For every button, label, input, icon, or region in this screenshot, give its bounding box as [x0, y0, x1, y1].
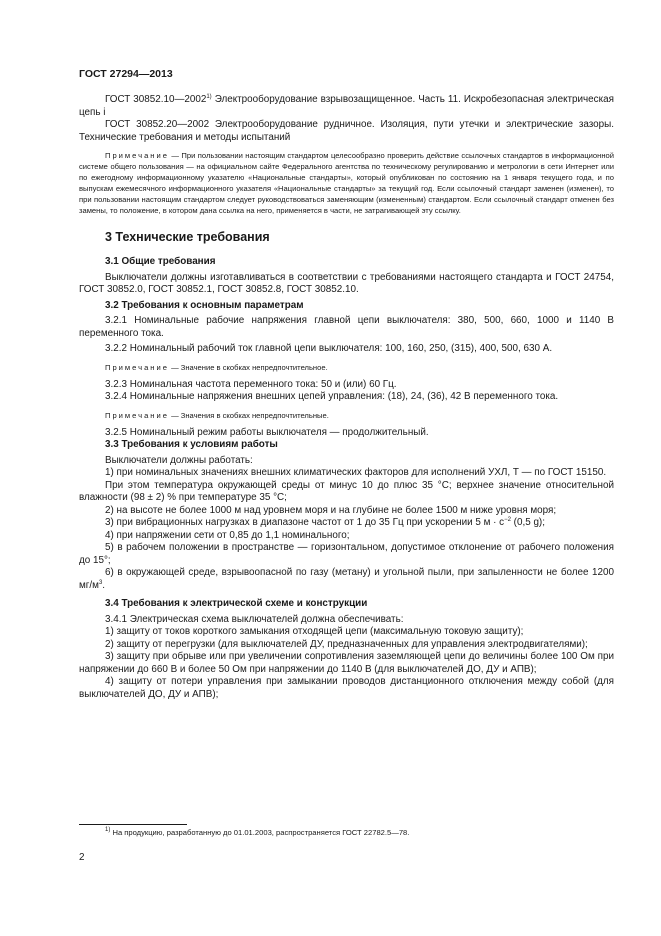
ref-code: ГОСТ 30852.10—2002: [105, 94, 207, 105]
note-text: — Значения в скобках непредпочтительные.: [168, 410, 329, 420]
paragraph: Выключатели должны работать:: [105, 454, 253, 466]
section-heading: 3 Технические требования: [105, 230, 270, 244]
note: [79, 150, 614, 216]
note-text: — Значение в скобках непредпочтительное.: [168, 362, 328, 372]
superscript: 3: [98, 579, 103, 586]
item-text: 6) в окружающей среде, взрывоопасной по газу (метану) и угольной пыли, при запыленности не более 1200 мг/м: [79, 567, 614, 591]
subsection-heading: 3.2 Требования к основным параметрам: [105, 299, 304, 311]
footnote-text: На продукцию, разработанную до 01.01.2003, распространяется ГОСТ 22782.5—78.: [110, 828, 410, 837]
note: [79, 362, 614, 373]
footnote-marker: 1): [105, 827, 111, 833]
item-text: 3) при вибрационных нагрузках в диапазоне частот от 1 до 35 Гц при ускорении 5 м · с: [105, 517, 505, 528]
ref-title: Электрооборудование взрывозащищенное. Часть 11. Искробезопасная электрическая цепь i: [79, 94, 614, 118]
subsection-heading: 3.4 Требования к электрической схеме и конструкции: [105, 598, 368, 609]
list-item: [79, 517, 614, 530]
list-item: [79, 567, 614, 592]
item-text: .: [102, 579, 106, 591]
document-body: [79, 94, 614, 701]
footnote-marker: 1): [206, 94, 212, 100]
subsection-heading: 3.3 Требования к условиям работы: [105, 439, 278, 450]
page-number: 2: [79, 852, 85, 863]
list-item: 1) при номинальных значениях внешних климатических факторов для исполнений УХЛ, Т — по ГОСТ 15150.: [105, 467, 607, 478]
list-item: 4) при напряжении сети от 0,85 до 1,1 номинального;: [105, 529, 350, 541]
footnote: [105, 828, 409, 837]
list-item: 5) в рабочем положении в пространстве — горизонтальном, допустимое отклонение от рабочего положения до 15°;: [79, 542, 614, 566]
note: [79, 410, 614, 421]
paragraph: 3.2.4 Номинальные напряжения внешних цепей управления: (18), 24, (36), 42 В переменного тока.: [105, 391, 559, 402]
note-label: Примечание: [105, 151, 169, 160]
paragraph: Выключатели должны изготавливаться в соответствии с требованиями настоящего стандарта и ГОСТ 24754, ГОСТ 30852.0, ГОСТ 30852.1, ГОСТ 30852.8, ГОСТ 30852.10.: [79, 271, 614, 295]
list-item: 2) защиту от перегрузки (для выключателей ДУ, предназначенных для управления электродвигателями);: [105, 638, 588, 650]
list-item: 4) защиту от потери управления при замыкании проводов дистанционного отключения между собой (для выключателей ДО, ДУ и АПВ);: [79, 676, 614, 700]
list-item: 1) защиту от токов короткого замыкания отходящей цепи (максимальную токовую защиту);: [105, 626, 524, 637]
note-label: Примечание: [105, 410, 169, 420]
reference-item: [79, 119, 614, 144]
paragraph: 3.2.5 Номинальный режим работы выключателя — продолжительный.: [105, 426, 429, 438]
paragraph: 3.2.2 Номинальный рабочий ток главной цепи выключателя: 100, 160, 250, (315), 400, 500, 630 А.: [105, 343, 553, 354]
paragraph: 3.2.1 Номинальные рабочие напряжения главной цепи выключателя: 380, 500, 660, 1000 и 1140 В переменного тока.: [79, 315, 614, 339]
footnote-divider: [79, 824, 187, 825]
document-header: ГОСТ 27294—2013: [79, 68, 173, 80]
note-label: Примечание: [105, 362, 169, 372]
ref-title: Электрооборудование рудничное. Изоляция, пути утечки и электрические зазоры. Технические требования и методы испытаний: [79, 119, 614, 143]
ref-code: ГОСТ 30852.20—2002: [105, 119, 210, 130]
note-text: — При пользовании настоящим стандартом целесообразно проверить действие ссылочных стандартов в информационной системе общего пользования — на официальном сайте Федерального агентства по техническому регулированию и метрологии в сети Интернет или по ежегодному информационному указателю «Национальные стандарты», который опубликован по состоянию на 1 января текущего года, и по выпускам ежемесячного информационного указателя «Национальные стандарты» за текущий год. Если ссылочный стандарт заменен (изменен), то при пользовании настоящим стандартом следует руководствоваться заменяющим (измененным) стандартом. Если ссылочный стандарт отменен без замены, то положение, в котором дана ссылка на него, применяется в части, не затрагивающей эту ссылку.: [79, 151, 614, 215]
list-item: 3) защиту при обрыве или при увеличении сопротивления заземляющей цепи до величины более 100 Ом при напряжении до 660 В и более 50 Ом при напряжении до 1140 В (для выключателей ДО, ДУ и АПВ);: [79, 651, 614, 675]
paragraph: 3.4.1 Электрическая схема выключателей должна обеспечивать:: [105, 613, 404, 625]
subsection-heading: 3.1 Общие требования: [105, 256, 216, 267]
paragraph: 3.2.3 Номинальная частота переменного тока: 50 и (или) 60 Гц.: [105, 378, 397, 390]
paragraph: При этом температура окружающей среды от минус 10 до плюс 35 °С; верхнее значение относительной влажности (98 ± 2) % при температуре 35 °С;: [79, 479, 614, 503]
list-item: 2) на высоте не более 1000 м над уровнем моря и на глубине не более 1500 м ниже уровня моря;: [105, 504, 557, 516]
superscript: −2: [504, 517, 511, 523]
reference-item: [79, 94, 614, 119]
item-text: (0,5 g);: [510, 517, 545, 528]
